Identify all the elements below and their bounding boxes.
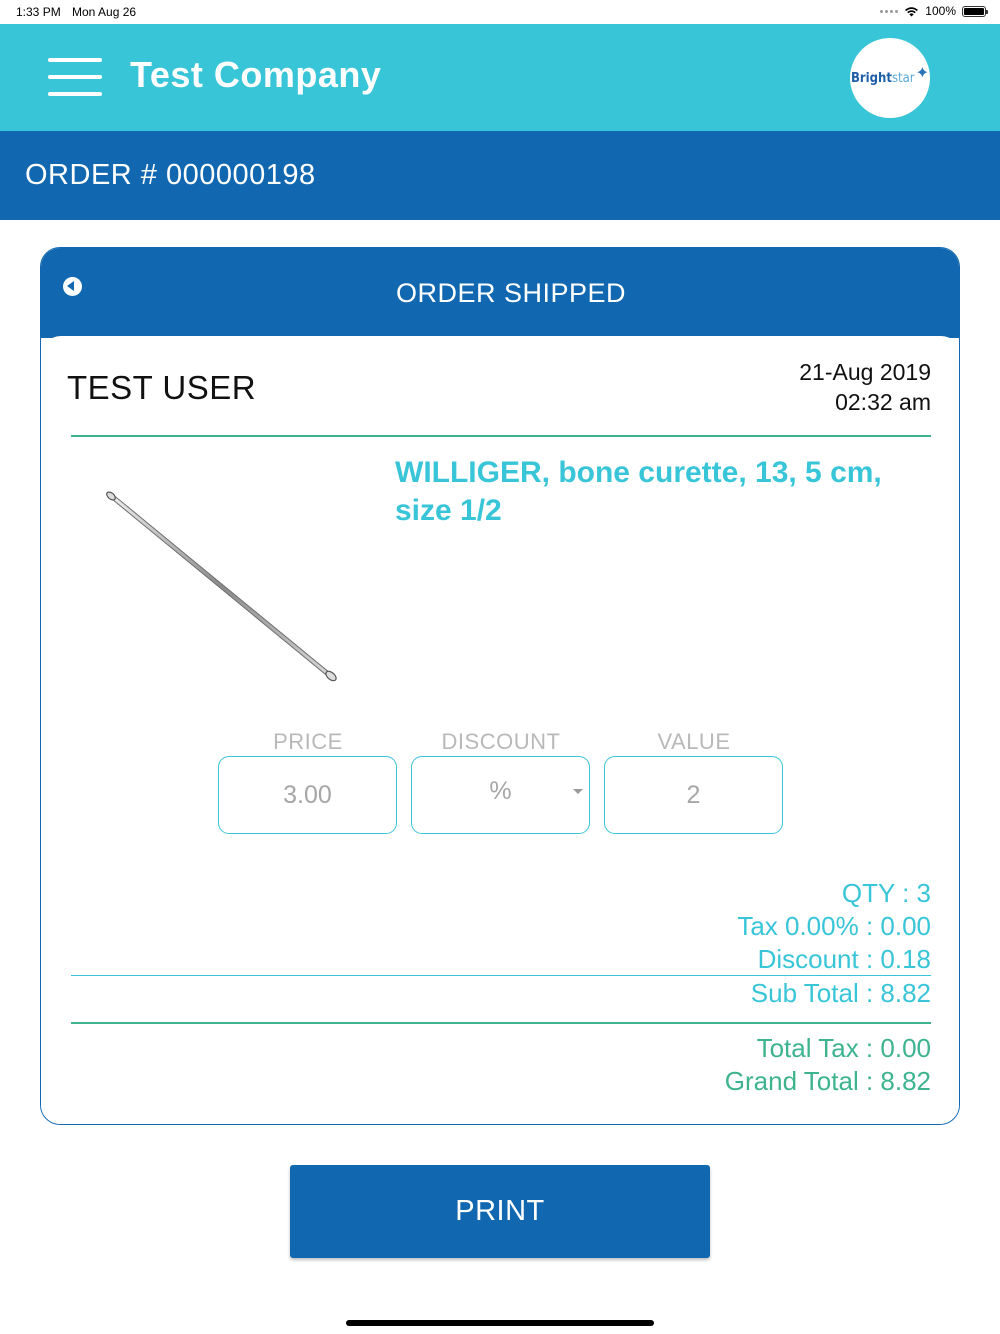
value-label: VALUE bbox=[657, 729, 731, 754]
company-title: Test Company bbox=[130, 54, 382, 95]
signal-icon bbox=[880, 10, 898, 13]
wifi-icon bbox=[904, 6, 919, 17]
product-title: WILLIGER, bone curette, 13, 5 cm, size 1/2 bbox=[395, 456, 882, 527]
value-input[interactable]: 2 bbox=[604, 756, 783, 834]
order-bar bbox=[0, 131, 1000, 220]
logo-text: Brightstar bbox=[850, 70, 915, 86]
chevron-down-icon bbox=[573, 789, 583, 794]
order-time: 02:32 am bbox=[835, 389, 931, 415]
product-image bbox=[101, 486, 341, 686]
total-tax-text: Total Tax : 0.00 bbox=[756, 1033, 931, 1063]
discount-text: Discount : 0.18 bbox=[757, 944, 931, 974]
price-input[interactable]: 3.00 bbox=[218, 756, 397, 834]
status-time: 1:33 PM bbox=[16, 5, 61, 19]
order-datetime bbox=[799, 357, 931, 417]
home-indicator bbox=[346, 1320, 654, 1326]
price-label: PRICE bbox=[273, 729, 343, 754]
status-indicators bbox=[880, 4, 986, 18]
card-header bbox=[41, 248, 960, 338]
divider bbox=[71, 1022, 931, 1024]
subtotal-text: Sub Total : 8.82 bbox=[750, 978, 931, 1008]
order-number: ORDER # 000000198 bbox=[25, 159, 316, 191]
card-body bbox=[41, 336, 960, 1125]
qty-text: QTY : 3 bbox=[841, 878, 931, 908]
discount-label: DISCOUNT bbox=[441, 729, 561, 754]
print-button[interactable]: PRINT bbox=[290, 1165, 710, 1258]
order-status: ORDER SHIPPED bbox=[395, 278, 627, 308]
battery-icon bbox=[962, 6, 986, 17]
tax-text: Tax 0.00% : 0.00 bbox=[737, 911, 931, 941]
discount-select[interactable] bbox=[411, 756, 590, 834]
status-bar bbox=[0, 0, 1000, 24]
divider bbox=[71, 975, 931, 976]
status-date: Mon Aug 26 bbox=[72, 5, 137, 19]
star-icon: ✦ bbox=[915, 65, 930, 82]
customer-name: TEST USER bbox=[67, 369, 257, 406]
battery-percent: 100% bbox=[925, 4, 956, 18]
app-header bbox=[0, 24, 1000, 131]
order-date: 21-Aug 2019 bbox=[799, 359, 931, 385]
divider bbox=[71, 435, 931, 437]
menu-icon[interactable] bbox=[48, 58, 102, 96]
grand-total-text: Grand Total : 8.82 bbox=[724, 1066, 931, 1096]
brightstar-logo bbox=[850, 38, 930, 118]
discount-select-value: % bbox=[489, 777, 512, 805]
order-card bbox=[40, 247, 960, 1125]
